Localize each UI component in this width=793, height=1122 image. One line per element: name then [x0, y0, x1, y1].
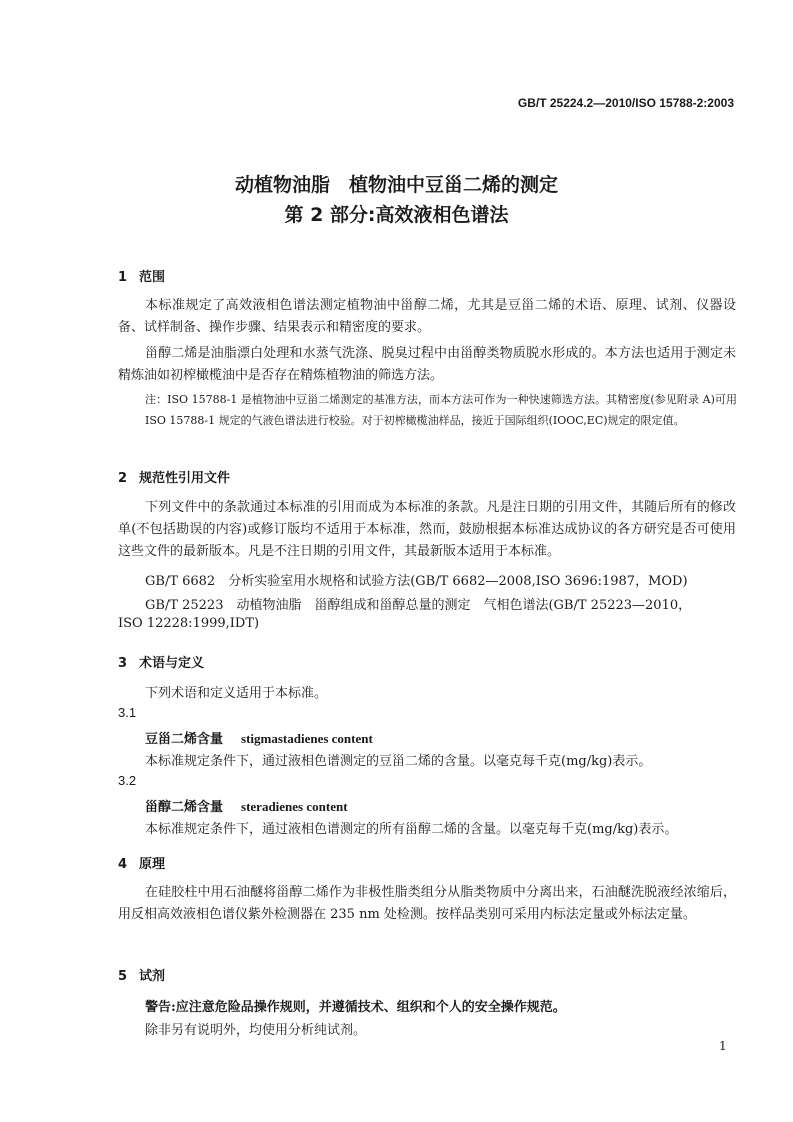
reference-gbt-25223: GB/T 25223 动植物油脂 甾醇组成和甾醇总量的测定 气相色谱法(GB/T 25223—2010， — [145, 598, 692, 613]
term-cn: 甾醇二烯含量 — [145, 800, 224, 815]
document-title: 动植物油脂 植物油中豆甾二烯的测定 — [234, 174, 558, 196]
note-label: 注： — [145, 393, 168, 406]
references-paragraph: 下列文件中的条款通过本标准的引用而成为本标准的条款。凡是注日期的引用文件，其随后所有的修改单(不包括勘误的内容)或修订版均不适用于本标准，然而，鼓励根据本标准达成协议的各方研究是否可使用这些文件的最新版本。凡是不注日期的引用文件，其最新版本适用于本标准。 — [118, 500, 736, 559]
section-3-heading — [118, 652, 204, 671]
reference-gbt-6682: GB/T 6682 分析实验室用水规格和试验方法(GB/T 6682—2008,ISO 3696:1987，MOD) — [145, 574, 688, 589]
term-3-1-number: 3.1 — [118, 705, 137, 720]
section-title: 术语与定义 — [139, 656, 205, 671]
reference-gbt-25223-cont: ISO 12228:1999,IDT) — [118, 616, 260, 631]
reagents-paragraph: 除非另有说明外，均使用分析纯试剂。 — [145, 1023, 367, 1038]
document-subtitle: 第 2 部分:高效液相色谱法 — [284, 204, 509, 226]
page-number: 1 — [719, 1039, 727, 1053]
section-5-heading — [118, 965, 165, 984]
section-title: 原理 — [139, 857, 166, 872]
term-3-1 — [145, 728, 373, 747]
standard-number: GB/T 25224.2—2010/ISO 15788-2:2003 — [517, 96, 734, 110]
principle-paragraph: 在硅胶柱中用石油醚将甾醇二烯作为非极性脂类组分从脂类物质中分离出来，石油醚洗脱液经浓缩后，用反相高效液相色谱仪紫外检测器在 235 nm 处检测。按样品类别可采用内标法定量或外标法定量。 — [118, 885, 736, 922]
section-title: 规范性引用文件 — [139, 471, 231, 486]
scope-paragraph-1: 本标准规定了高效液相色谱法测定植物油中甾醇二烯，尤其是豆甾二烯的术语、原理、试剂、仪器设备、试样制备、操作步骤、结果表示和精密度的要求。 — [118, 298, 736, 335]
section-1-heading — [118, 266, 165, 285]
term-3-2 — [145, 796, 348, 815]
term-en: steradienes content — [241, 799, 348, 814]
term-3-2-definition: 本标准规定条件下，通过液相色谱测定的所有甾醇二烯的含量。以毫克每千克(mg/kg)表示。 — [145, 822, 678, 837]
section-title: 试剂 — [139, 969, 166, 984]
terms-intro: 下列术语和定义适用于本标准。 — [145, 686, 328, 701]
term-en: stigmastadienes content — [241, 731, 373, 746]
safety-warning: 警告:应注意危险品操作规则，并遵循技术、组织和个人的安全操作规范。 — [145, 1000, 566, 1015]
section-number: 5 — [118, 969, 128, 984]
note-text: ISO 15788-1 是植物油中豆甾二烯测定的基准方法，而本方法可作为一种快速筛选方法。其精密度(参见附录 A)可用 ISO 15788-1 规定的气液色谱法进行校验。对于初榨橄榄油样品，接近于国际组织(IOOC,EC)规定的限定值。 — [145, 393, 737, 427]
section-number: 3 — [118, 656, 128, 671]
section-number: 2 — [118, 471, 128, 486]
scope-note — [145, 389, 737, 431]
section-2-heading — [118, 467, 230, 486]
section-title: 范围 — [139, 270, 166, 285]
term-cn: 豆甾二烯含量 — [145, 732, 224, 747]
section-4-heading — [118, 853, 165, 872]
section-number: 4 — [118, 857, 128, 872]
section-number: 1 — [118, 270, 128, 285]
scope-paragraph-2: 甾醇二烯是油脂漂白处理和水蒸气洗涤、脱臭过程中由甾醇类物质脱水形成的。本方法也适用于测定未精炼油如初榨橄榄油中是否存在精炼植物油的筛选方法。 — [118, 346, 736, 383]
term-3-2-number: 3.2 — [118, 773, 137, 788]
term-3-1-definition: 本标准规定条件下，通过液相色谱测定的豆甾二烯的含量。以毫克每千克(mg/kg)表示。 — [145, 754, 652, 769]
